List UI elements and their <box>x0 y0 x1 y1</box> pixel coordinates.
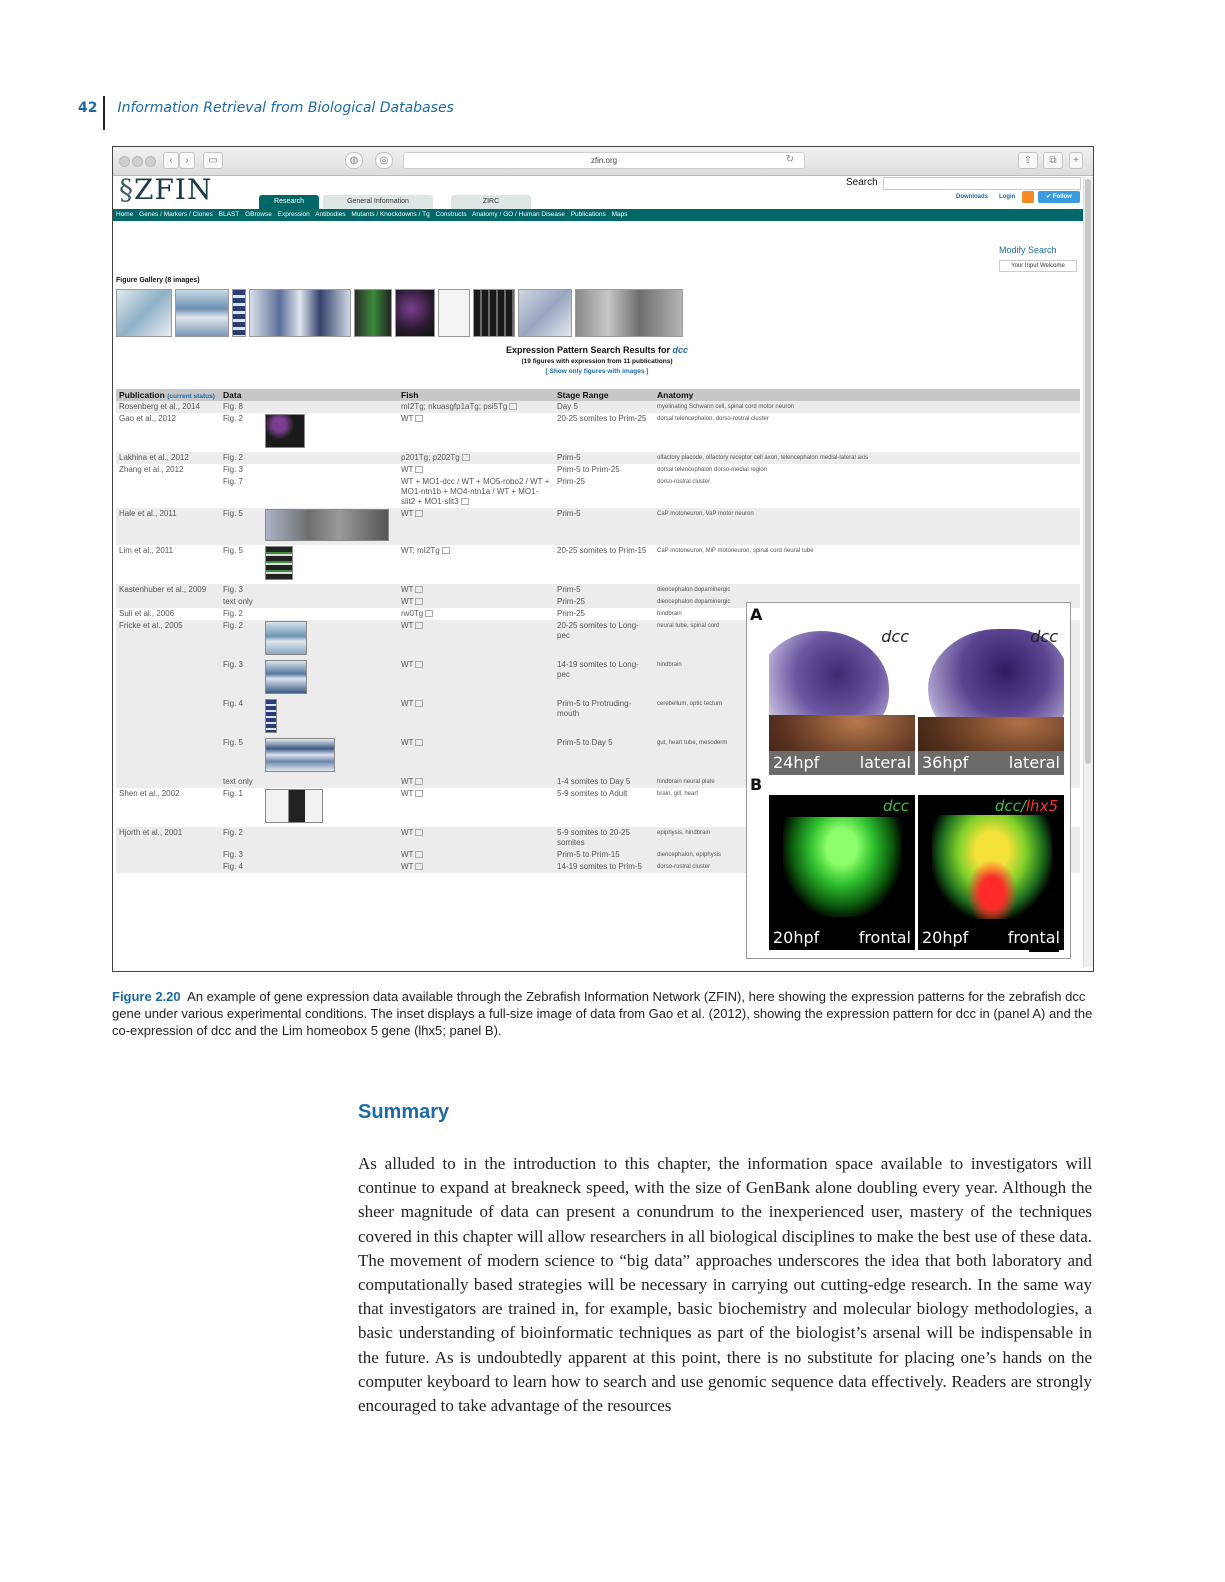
figure-link[interactable]: Fig. 3 <box>220 849 262 861</box>
fish-link[interactable]: WT <box>398 776 554 788</box>
table-row <box>116 464 1080 476</box>
zfin-screenshot <box>112 146 1094 972</box>
fish-link[interactable]: WT <box>398 827 554 849</box>
anatomy-terms[interactable]: hindbrain <box>654 659 1080 698</box>
tab-general-information[interactable]: General Information <box>323 195 433 209</box>
running-header <box>78 96 454 130</box>
caption-text: An example of gene expression data available through the Zebrafish Information Network (ZFIN), here showing the expression patterns for the zebrafish dcc gene under various experimental conditions. The inset displays a full-size image of data from Gao et al. (2012), showing the expression pattern for dcc in (panel A) and the co-expression of dcc and the Lim homeobox 5 gene (lhx5; panel B). <box>112 989 1093 1038</box>
gallery-thumbnail[interactable] <box>575 289 683 337</box>
publication-link[interactable] <box>116 698 220 737</box>
minimize-dot-icon[interactable] <box>132 156 143 167</box>
anatomy-terms[interactable]: brain, gill, heart <box>657 791 699 797</box>
popup-icon[interactable] <box>509 403 517 410</box>
popup-icon[interactable] <box>415 700 423 707</box>
anatomy-terms[interactable]: epiphysis, hindbrain <box>654 827 1080 849</box>
fish-link[interactable]: WT <box>398 464 554 476</box>
close-dot-icon[interactable] <box>119 156 130 167</box>
popup-icon[interactable] <box>442 547 450 554</box>
figure-link[interactable]: text only <box>220 776 262 788</box>
panel-a-right <box>918 625 1064 775</box>
stage-label: 20hpf <box>773 928 820 947</box>
stage-range[interactable]: 20-25 somites to Prim-15 <box>557 546 647 555</box>
fish-link[interactable]: p201Tg; p202Tg <box>398 452 554 464</box>
popup-icon[interactable] <box>415 586 423 593</box>
gene-label: dcc <box>881 627 909 646</box>
fish-link[interactable]: WT; mI2Tg <box>398 545 554 584</box>
merged-fluorescence <box>932 815 1052 919</box>
nav-expression[interactable]: Expression <box>277 211 310 218</box>
gallery-thumbnail[interactable] <box>438 289 470 337</box>
publication-link[interactable]: Gao et al., 2012 <box>119 414 176 423</box>
caption-label: Figure 2.20 <box>112 989 181 1004</box>
results-gene[interactable]: dcc <box>672 345 689 355</box>
figure-caption <box>112 988 1098 1039</box>
figure-link[interactable]: Fig. 3 <box>223 465 244 474</box>
twitter-follow-button[interactable]: ✔ Follow <box>1038 191 1080 203</box>
header-rule <box>103 96 105 130</box>
nav-gbrowse[interactable]: GBrowse <box>245 211 272 218</box>
figure-thumbnail[interactable] <box>265 660 307 694</box>
current-status-link[interactable]: (current status) <box>167 393 215 400</box>
col-anatomy: Anatomy <box>654 389 1080 401</box>
search-input[interactable] <box>883 177 1081 190</box>
zoom-dot-icon[interactable] <box>145 156 156 167</box>
figure-link[interactable]: Fig. 8 <box>220 401 262 413</box>
gallery-thumbnail[interactable] <box>395 289 435 337</box>
popup-icon[interactable] <box>461 498 469 505</box>
show-only-images-link[interactable]: [ Show only figures with images ] <box>545 368 649 375</box>
table-row <box>116 476 1080 508</box>
url-bar[interactable] <box>403 152 805 169</box>
publication-link[interactable]: Lakhina et al., 2012 <box>116 452 220 464</box>
publication-link[interactable]: Zhang et al., 2012 <box>119 465 184 474</box>
rss-icon[interactable] <box>1022 191 1034 203</box>
publication-link[interactable] <box>116 737 220 776</box>
figure-gallery <box>116 289 683 335</box>
figure-link[interactable]: Fig. 3 <box>220 584 262 596</box>
popup-icon[interactable] <box>415 851 423 858</box>
zebrafish-logo-icon: § <box>119 173 134 206</box>
anatomy-terms[interactable]: diencephalon dopaminergic <box>654 584 1080 596</box>
inset-image <box>746 602 1071 959</box>
col-image <box>262 389 398 401</box>
gallery-thumbnail[interactable] <box>175 289 229 337</box>
fish-link[interactable]: WT <box>398 788 554 827</box>
figure-link[interactable]: Fig. 5 <box>220 508 262 545</box>
anatomy-terms[interactable]: cerebellum, optic tectum <box>654 698 1080 737</box>
anatomy-terms[interactable]: dorso-rostral cluster <box>657 479 711 485</box>
stage-range[interactable]: 14-19 somites to Long-pec <box>554 659 654 698</box>
anatomy-terms[interactable]: diencephalon dopaminergic <box>654 596 1080 608</box>
fish-link[interactable]: WT <box>398 698 554 737</box>
page-number: 42 <box>78 100 98 116</box>
publication-link[interactable]: Rosenberg et al., 2014 <box>116 401 220 413</box>
tab-research[interactable]: Research <box>259 195 319 209</box>
zfin-logo[interactable]: §ZFIN <box>119 173 213 206</box>
view-label: lateral <box>859 753 911 772</box>
publication-link[interactable]: Shen et al., 2002 <box>119 789 180 798</box>
stage-range[interactable]: Prim-25 <box>557 609 586 618</box>
table-row <box>116 508 1080 545</box>
table-row <box>116 452 1080 464</box>
stage-range[interactable]: Prim-25 <box>557 477 586 486</box>
stage-range[interactable]: 1-4 somites to Day 5 <box>554 776 654 788</box>
stage-range[interactable]: 20-25 somites to Long-pec <box>554 620 654 659</box>
popup-icon[interactable] <box>415 790 423 797</box>
search-label: Search <box>846 177 878 188</box>
figure-thumbnail[interactable] <box>265 621 307 655</box>
stage-range[interactable]: 20-25 somites to Prim-25 <box>557 414 647 423</box>
popup-icon[interactable] <box>415 829 423 836</box>
nav-maps[interactable]: Maps <box>611 211 628 218</box>
fish-link[interactable]: WT <box>398 596 554 608</box>
stage-range[interactable]: 14-19 somites to Prim-5 <box>554 861 654 873</box>
gene-label: dcc <box>882 797 909 815</box>
browser-toolbar <box>113 147 1093 176</box>
table-row <box>116 584 1080 596</box>
fish-link[interactable]: WT <box>398 737 554 776</box>
book-title: Information Retrieval from Biological Databases <box>117 100 454 116</box>
figure-thumbnail[interactable] <box>265 699 277 733</box>
forward-icon[interactable]: › <box>179 152 195 169</box>
col-data: Data <box>220 389 262 401</box>
publication-link[interactable]: Hale et al., 2011 <box>116 508 220 545</box>
table-row <box>116 413 1080 452</box>
privacy-icon[interactable]: ◍ <box>345 152 363 169</box>
gallery-thumbnail[interactable] <box>232 289 246 337</box>
popup-icon[interactable] <box>415 778 423 785</box>
scrollbar-thumb[interactable] <box>1085 179 1091 764</box>
col-stage: Stage Range <box>554 389 654 401</box>
publication-link[interactable] <box>116 659 220 698</box>
stage-range[interactable]: Prim-5 to Day 5 <box>554 737 654 776</box>
tab-zirc[interactable]: ZIRC <box>451 195 531 209</box>
publication-link[interactable]: Hjorth et al., 2001 <box>116 827 220 849</box>
stage-range[interactable]: Prim-25 <box>554 596 654 608</box>
scale-bar <box>1029 949 1059 952</box>
anatomy-terms[interactable]: diencephalon, epiphysis <box>654 849 1080 861</box>
figure-link[interactable]: Fig. 3 <box>220 659 262 698</box>
nav-home[interactable]: Home <box>116 211 134 218</box>
twitter-bird-icon: ✔ <box>1046 194 1053 200</box>
anatomy-terms[interactable]: CaP motoneuron, VaP motor neuron <box>654 508 1080 545</box>
nav-constructs[interactable]: Constructs <box>435 211 467 218</box>
anatomy-terms[interactable]: neural tube, spinal cord <box>654 620 1080 659</box>
nav-anatomy[interactable]: Anatomy / GO / Human Disease <box>472 211 565 218</box>
sidebar-icon[interactable]: ▭ <box>203 152 223 169</box>
stage-label: 24hpf <box>773 753 820 772</box>
anatomy-terms[interactable]: dorsal telencephalon dorso-medial region <box>657 467 768 473</box>
login-link[interactable]: Login <box>999 194 1016 200</box>
body-paragraph: As alluded to in the introduction to this chapter, the information space available to investigators will continue to expand at breakneck speed, with the size of GenBank alone doubling every year. Although the sheer magnitude of data can present a conundrum to the inexperienced user, mastery of the techniques covered in this chapter will allow researchers in all biological disciplines to make the best use of these data. The movement of modern science to “big data” approaches underscores the idea that both laboratory and computationally based strategies will be necessary in carrying out cutting-edge research. In the same way that investigators are trained in, for example, basic biochemistry and molecular biology methodologies, a basic understanding of bioinformatic techniques as part of the biologist’s arsenal will be indispensable in the future. As is undoubtedly apparent at this point, there is no substitute for placing one’s hands on the computer keyboard to learn how to search and use genomic sequence data effectively. Readers are strongly encouraged to take advantage of the resources <box>358 1154 1092 1416</box>
fish-link[interactable]: WT <box>398 620 554 659</box>
stage-range[interactable]: Prim-5 <box>554 508 654 545</box>
anatomy-terms[interactable]: gut, heart tube, mesoderm <box>654 737 1080 776</box>
publication-link[interactable] <box>116 861 220 873</box>
fish-link[interactable]: WT <box>398 849 554 861</box>
view-label: lateral <box>1008 753 1060 772</box>
figure-thumbnail[interactable] <box>265 509 389 541</box>
stage-range[interactable]: Prim-5 <box>554 584 654 596</box>
publication-link[interactable] <box>116 476 220 508</box>
popup-icon[interactable] <box>415 739 423 746</box>
fish-link[interactable]: WT <box>398 508 554 545</box>
back-icon[interactable]: ‹ <box>163 152 179 169</box>
modify-search-link[interactable]: Modify Search <box>999 245 1057 255</box>
figure-link[interactable]: Fig. 4 <box>220 698 262 737</box>
figure-link[interactable]: Fig. 4 <box>220 861 262 873</box>
figure-link[interactable]: Fig. 2 <box>223 414 244 423</box>
view-label: frontal <box>858 928 911 947</box>
reader-icon[interactable]: ◎ <box>375 152 393 169</box>
figure-link[interactable]: text only <box>220 596 262 608</box>
fish-link[interactable]: mI2Tg; nkuasgfp1aTg; psi5Tg <box>398 401 554 413</box>
publication-link[interactable]: Lim et al., 2011 <box>119 546 174 555</box>
downloads-link[interactable]: Downloads <box>956 194 989 200</box>
url-text: zfin.org <box>590 156 618 165</box>
figure-thumbnail[interactable] <box>265 789 323 823</box>
gallery-thumbnail[interactable] <box>473 289 515 337</box>
anatomy-terms[interactable]: olfactory placode, olfactory receptor cell axon, telencephalon medial-lateral axis <box>654 452 1080 464</box>
publication-link[interactable]: Kastenhuber et al., 2009 <box>116 584 220 596</box>
new-tab-icon[interactable]: + <box>1069 152 1083 169</box>
publication-link[interactable] <box>116 776 220 788</box>
publication-link[interactable] <box>116 849 220 861</box>
nav-blast[interactable]: BLAST <box>218 211 240 218</box>
gallery-thumbnail[interactable] <box>116 289 172 337</box>
anatomy-terms[interactable]: CaP motoneuron, MiP motoneuron, spinal cord neural tube <box>657 548 814 554</box>
gene-label: dcc <box>1030 627 1058 646</box>
nav-antibodies[interactable]: Antibodies <box>315 211 346 218</box>
fish-link[interactable]: rw0Tg <box>398 608 554 620</box>
table-row <box>116 545 1080 584</box>
share-icon[interactable]: ⇧ <box>1018 152 1038 169</box>
popup-icon[interactable] <box>415 622 423 629</box>
view-label: frontal <box>1007 928 1060 947</box>
reload-icon[interactable]: ↻ <box>785 154 795 165</box>
gallery-thumbnail[interactable] <box>518 289 572 337</box>
col-publication: Publication (current status) <box>116 389 220 401</box>
results-title: Expression Pattern Search Results for dcc <box>505 345 689 355</box>
stage-range[interactable]: 5-9 somites to 20-25 somites <box>554 827 654 849</box>
figure-gallery-title: Figure Gallery (8 images) <box>116 277 200 284</box>
popup-icon[interactable] <box>415 466 423 473</box>
section-heading: Summary <box>358 1101 450 1123</box>
popup-icon[interactable] <box>425 610 433 617</box>
nav-publications[interactable]: Publications <box>570 211 606 218</box>
popup-icon[interactable] <box>415 661 423 668</box>
stage-range[interactable]: Day 5 <box>554 401 654 413</box>
green-fluorescence <box>783 817 901 917</box>
popup-icon[interactable] <box>415 510 423 517</box>
nav-mutants[interactable]: Mutants / Knockdowns / Tg <box>351 211 430 218</box>
panel-a-label: A <box>750 605 763 624</box>
figure-link[interactable]: Fig. 2 <box>220 620 262 659</box>
panel-b-left <box>769 795 915 950</box>
fish-link[interactable]: WT <box>398 659 554 698</box>
figure-thumbnail[interactable] <box>265 738 335 772</box>
publication-link[interactable] <box>116 596 220 608</box>
stage-range[interactable]: Prim-5 <box>554 452 654 464</box>
gene-label: dcc/lhx5 <box>994 797 1058 815</box>
stage-range[interactable]: Prim-5 to Protruding-mouth <box>554 698 654 737</box>
anatomy-terms[interactable]: hindbrain neural plate <box>654 776 1080 788</box>
panel-b-label: B <box>750 775 763 794</box>
tabs-icon[interactable]: ⧉ <box>1043 152 1063 169</box>
popup-icon[interactable] <box>462 454 470 461</box>
stage-range[interactable]: Prim-5 to Prim-15 <box>554 849 654 861</box>
stage-range[interactable]: 5-9 somites to Adult <box>557 789 628 798</box>
figure-link[interactable]: Fig. 1 <box>223 789 244 798</box>
figure-thumbnail[interactable] <box>265 546 293 580</box>
scrollbar[interactable] <box>1083 177 1093 967</box>
figure-link[interactable]: Fig. 7 <box>223 477 244 486</box>
table-row <box>116 401 1080 413</box>
anatomy-terms[interactable]: dorso-rostral cluster <box>654 861 1080 873</box>
popup-icon[interactable] <box>415 863 423 870</box>
stage-label: 36hpf <box>922 753 969 772</box>
panel-b-right <box>918 795 1064 950</box>
anatomy-terms[interactable]: dorsal telencephalon, dorso-rostral cluster <box>657 416 769 422</box>
publication-link[interactable]: Fricke et al., 2005 <box>116 620 220 659</box>
popup-icon[interactable] <box>415 415 423 422</box>
figure-link[interactable]: Fig. 2 <box>220 452 262 464</box>
table-header <box>116 389 1080 401</box>
stage-label: 20hpf <box>922 928 969 947</box>
main-nav <box>113 209 1084 221</box>
panel-a-left <box>769 625 915 775</box>
fish-link[interactable]: WT <box>398 413 554 452</box>
nav-genes[interactable]: Genes / Markers / Clones <box>139 211 213 218</box>
anatomy-terms[interactable]: hindbrain <box>657 611 682 617</box>
fish-link[interactable]: WT <box>398 861 554 873</box>
fish-link[interactable]: WT + MO1-dcc / WT + MO5-robo2 / WT + MO1-ntn1b + MO4-ntn1a / WT + MO1-slit2 + MO1-slit3 <box>401 477 550 506</box>
figure-link[interactable]: Fig. 2 <box>220 827 262 849</box>
gallery-thumbnail[interactable] <box>249 289 351 337</box>
figure-thumbnail[interactable] <box>265 414 305 448</box>
anatomy-terms[interactable]: myelinating Schwann cell, spinal cord motor neuron <box>654 401 1080 413</box>
figure-link[interactable]: Fig. 2 <box>223 609 244 618</box>
fish-link[interactable]: WT <box>398 584 554 596</box>
col-fish: Fish <box>398 389 554 401</box>
publication-link[interactable]: Suli et al., 2006 <box>119 609 175 618</box>
stage-range[interactable]: Prim-5 to Prim-25 <box>557 465 620 474</box>
popup-icon[interactable] <box>415 598 423 605</box>
results-subtitle: (19 figures with expression from 11 publications) <box>521 358 673 365</box>
figure-link[interactable]: Fig. 5 <box>220 737 262 776</box>
your-input-welcome-button[interactable]: Your Input Welcome <box>999 260 1077 272</box>
figure-link[interactable]: Fig. 5 <box>223 546 244 555</box>
gallery-thumbnail[interactable] <box>354 289 392 337</box>
